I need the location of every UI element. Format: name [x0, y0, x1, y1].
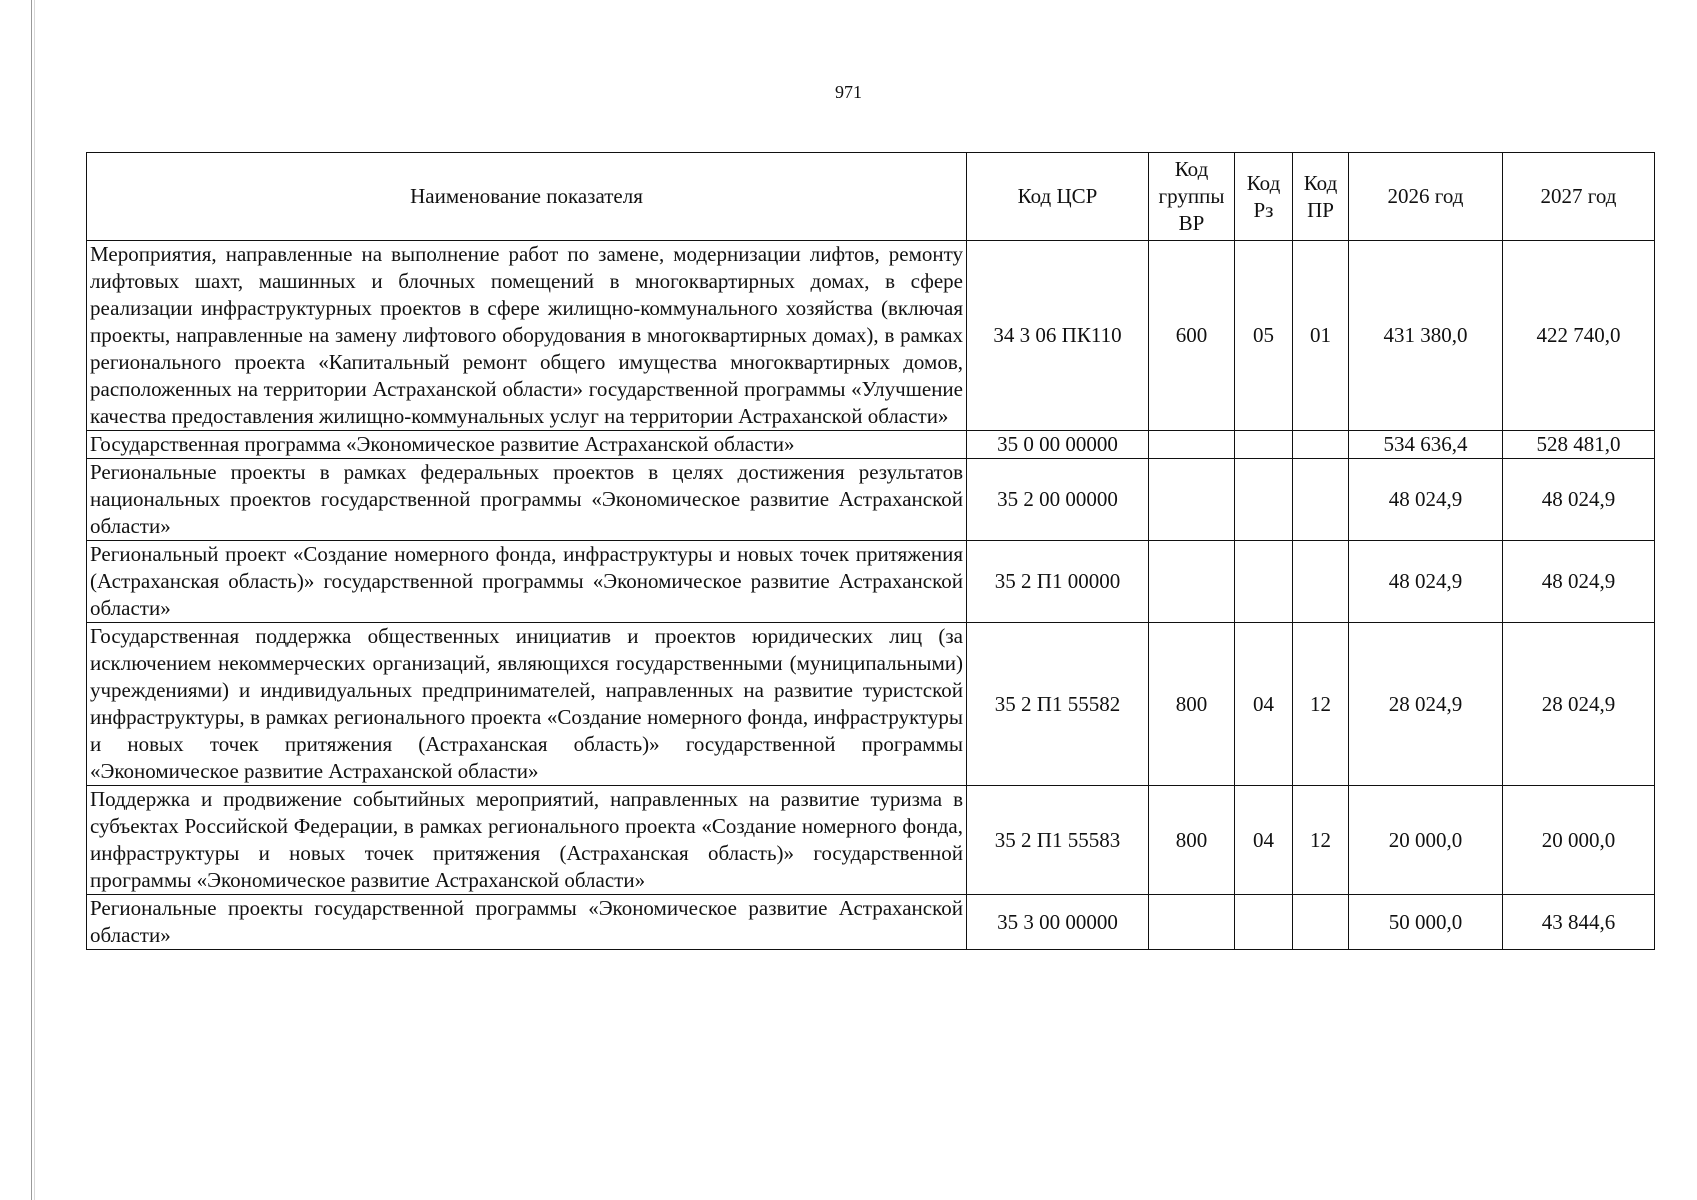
row-2026: 28 024,9 [1349, 623, 1503, 786]
header-rz: Код Рз [1235, 153, 1293, 241]
scan-edge-shadow [34, 0, 35, 1200]
row-pr [1293, 459, 1349, 541]
table-row [87, 786, 1655, 895]
row-rz: 04 [1235, 786, 1293, 895]
row-2027: 43 844,6 [1503, 895, 1655, 950]
scan-edge-line [31, 0, 32, 1200]
row-name: Мероприятия, направленные на выполнение работ по замене, модернизации лифтов, ремонту лифтовых шахт, машинных и блочных помещений в многоквартирных домах, в сфере реализации инфраструктурных проектов в сфере жилищно-коммунального хозяйства (включая проекты, направленные на замену лифтового оборудования в многоквартирных домах), в рамках регионального проекта «Капитальный ремонт общего имущества многоквартирных домов, расположенных на территории Астраханской области» государственной программы «Улучшение качества предоставления жилищно-коммунальных услуг на территории Астраханской области» [87, 241, 967, 431]
row-vr [1149, 459, 1235, 541]
row-2026: 431 380,0 [1349, 241, 1503, 431]
row-rz [1235, 541, 1293, 623]
row-name: Региональные проекты в рамках федеральных проектов в целях достижения результатов национальных проектов государственной программы «Экономическое развитие Астраханской области» [87, 459, 967, 541]
row-csr: 35 2 00 00000 [967, 459, 1149, 541]
row-2027: 528 481,0 [1503, 431, 1655, 459]
page-number: 971 [835, 82, 862, 102]
row-rz [1235, 459, 1293, 541]
row-name: Региональный проект «Создание номерного фонда, инфраструктуры и новых точек притяжения (Астраханская область)» государственной программы «Экономическое развитие Астраханской области» [87, 541, 967, 623]
row-2027: 48 024,9 [1503, 541, 1655, 623]
table-row [87, 459, 1655, 541]
row-vr: 600 [1149, 241, 1235, 431]
header-csr: Код ЦСР [967, 153, 1149, 241]
row-2026: 20 000,0 [1349, 786, 1503, 895]
row-name: Государственная поддержка общественных инициатив и проектов юридических лиц (за исключением некоммерческих организаций, являющихся государственными (муниципальными) учреждениями) и индивидуальных предпринимателей, направленных на развитие туристской инфраструктуры, в рамках регионального проекта «Создание номерного фонда, инфраструктуры и новых точек притяжения (Астраханская область)» государственной программы «Экономическое развитие Астраханской области» [87, 623, 967, 786]
row-rz: 05 [1235, 241, 1293, 431]
row-csr: 35 0 00 00000 [967, 431, 1149, 459]
row-vr: 800 [1149, 786, 1235, 895]
header-2026: 2026 год [1349, 153, 1503, 241]
row-pr: 12 [1293, 623, 1349, 786]
row-2027: 422 740,0 [1503, 241, 1655, 431]
header-name: Наименование показателя [87, 153, 967, 241]
row-rz [1235, 431, 1293, 459]
row-vr: 800 [1149, 623, 1235, 786]
header-2027: 2027 год [1503, 153, 1655, 241]
table-header-row [87, 153, 1655, 241]
row-vr [1149, 541, 1235, 623]
row-vr [1149, 895, 1235, 950]
row-2027: 48 024,9 [1503, 459, 1655, 541]
table-row [87, 241, 1655, 431]
header-pr: Код ПР [1293, 153, 1349, 241]
row-2026: 534 636,4 [1349, 431, 1503, 459]
header-vr: Код группы ВР [1149, 153, 1235, 241]
row-pr [1293, 541, 1349, 623]
row-pr [1293, 431, 1349, 459]
table-row [87, 895, 1655, 950]
table-row [87, 541, 1655, 623]
row-2026: 48 024,9 [1349, 459, 1503, 541]
table-row [87, 623, 1655, 786]
row-name: Поддержка и продвижение событийных мероприятий, направленных на развитие туризма в субъектах Российской Федерации, в рамках регионального проекта «Создание номерного фонда, инфраструктуры и новых точек притяжения (Астраханская область)» государственной программы «Экономическое развитие Астраханской области» [87, 786, 967, 895]
row-2026: 48 024,9 [1349, 541, 1503, 623]
row-pr [1293, 895, 1349, 950]
row-rz [1235, 895, 1293, 950]
row-csr: 34 3 06 ПК110 [967, 241, 1149, 431]
row-csr: 35 3 00 00000 [967, 895, 1149, 950]
row-rz: 04 [1235, 623, 1293, 786]
row-2027: 28 024,9 [1503, 623, 1655, 786]
row-csr: 35 2 П1 55583 [967, 786, 1149, 895]
row-csr: 35 2 П1 55582 [967, 623, 1149, 786]
row-pr: 12 [1293, 786, 1349, 895]
budget-table [86, 152, 1655, 950]
row-csr: 35 2 П1 00000 [967, 541, 1149, 623]
row-name: Региональные проекты государственной программы «Экономическое развитие Астраханской области» [87, 895, 967, 950]
row-name: Государственная программа «Экономическое развитие Астраханской области» [87, 431, 967, 459]
table-row [87, 431, 1655, 459]
row-2026: 50 000,0 [1349, 895, 1503, 950]
row-pr: 01 [1293, 241, 1349, 431]
row-vr [1149, 431, 1235, 459]
row-2027: 20 000,0 [1503, 786, 1655, 895]
